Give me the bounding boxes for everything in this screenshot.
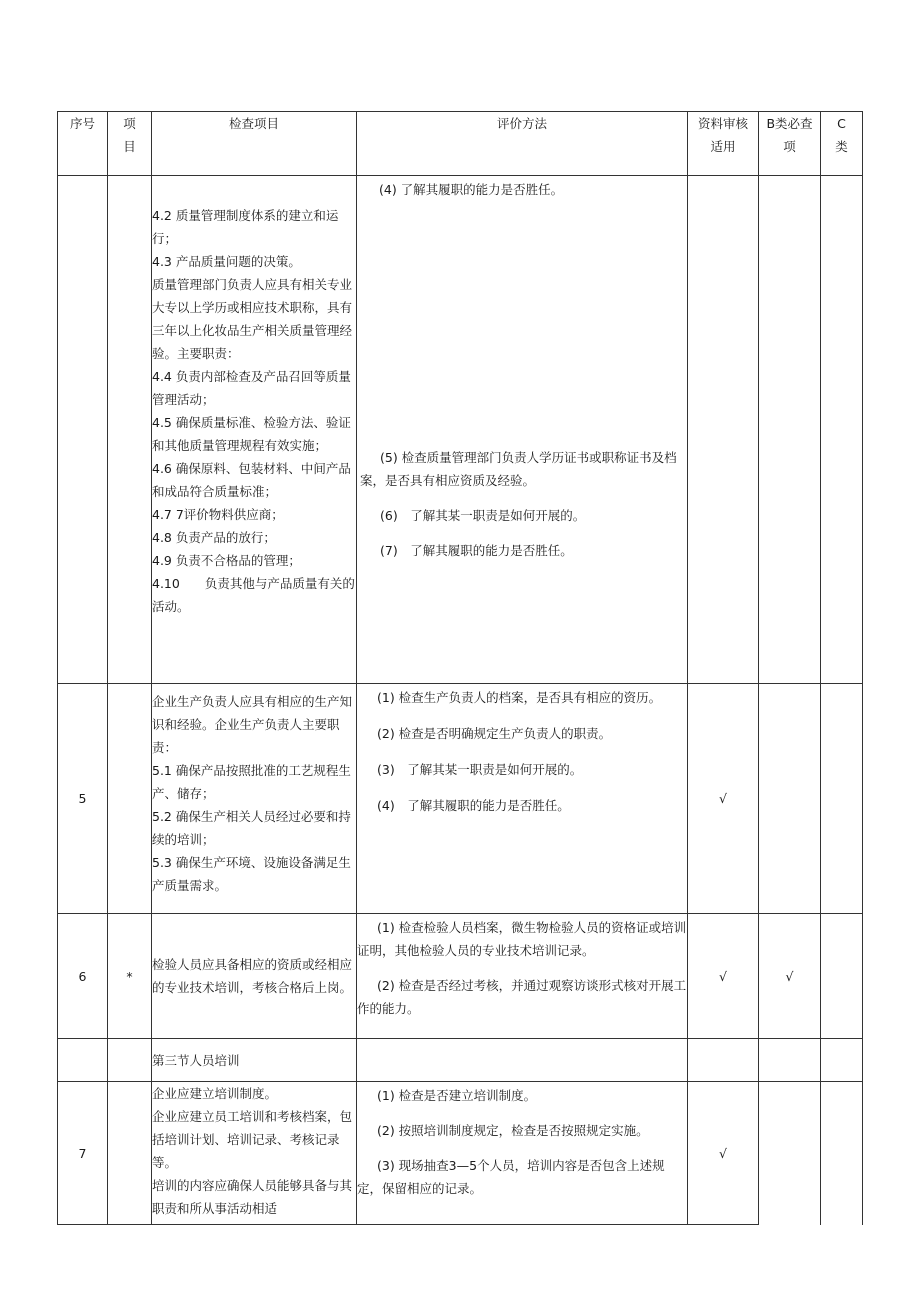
row-method bbox=[357, 176, 688, 684]
row-c-class bbox=[821, 914, 863, 1039]
check-line: 5.2 确保生产相关人员经过必要和持续的培训； bbox=[152, 809, 351, 847]
row-item bbox=[108, 176, 152, 684]
header-method: 评价方法 bbox=[357, 112, 688, 176]
row-b-required bbox=[759, 684, 821, 914]
header-check-item: 检查项目 bbox=[152, 112, 357, 176]
method-line: (2) 检查是否经过考核，并通过观察访谈形式核对开展工作的能力。 bbox=[357, 978, 687, 1016]
check-line: 4.6 确保原料、包装材料、中间产品和成品符合质量标准； bbox=[152, 461, 351, 499]
check-line: 4.2 质量管理制度体系的建立和运行； bbox=[152, 208, 339, 246]
method-line: (1) 检查是否建立培训制度。 bbox=[377, 1088, 537, 1103]
check-line: 4.3 产品质量问题的决策。 bbox=[152, 254, 301, 269]
method-line: (2) 检查是否明确规定生产负责人的职责。 bbox=[377, 726, 612, 741]
table-row bbox=[58, 176, 863, 684]
row-method bbox=[357, 1082, 688, 1225]
header-item: 项目 bbox=[108, 112, 152, 176]
inspection-table bbox=[57, 111, 863, 1225]
table-row bbox=[58, 684, 863, 914]
check-line: 4.9 负责不合格品的管理； bbox=[152, 553, 301, 568]
row-item: * bbox=[108, 914, 152, 1039]
check-line: 4.8 负责产品的放行； bbox=[152, 530, 276, 545]
row-check-item bbox=[152, 1082, 357, 1225]
row-seq bbox=[58, 1039, 108, 1082]
table-row bbox=[58, 914, 863, 1039]
method-line: (5) 检查质量管理部门负责人学历证书或职称证书及档案，是否具有相应资质及经验。 bbox=[360, 450, 677, 488]
method-line: (3) 了解其某一职责是如何开展的。 bbox=[377, 762, 583, 777]
row-item bbox=[108, 684, 152, 914]
check-line: 5.1 确保产品按照批准的工艺规程生产、储存； bbox=[152, 763, 351, 801]
check-line: 4.7 7评价物料供应商； bbox=[152, 507, 284, 522]
check-line: 企业应建立培训制度。 bbox=[152, 1086, 278, 1101]
row-b-required: √ bbox=[759, 914, 821, 1039]
method-line: (2) 按照培训制度规定，检查是否按照规定实施。 bbox=[377, 1123, 649, 1138]
check-line: 培训的内容应确保人员能够具备与其职责和所从事活动相适 bbox=[152, 1178, 353, 1216]
row-item bbox=[108, 1039, 152, 1082]
row-seq: 5 bbox=[58, 684, 108, 914]
row-c-class bbox=[821, 684, 863, 914]
row-check-item bbox=[152, 684, 357, 914]
header-b-required: B类必查项 bbox=[759, 112, 821, 176]
row-c-class bbox=[821, 176, 863, 684]
row-method bbox=[357, 684, 688, 914]
header-row bbox=[58, 112, 863, 176]
header-c-class: C类 bbox=[821, 112, 863, 176]
header-doc-review: 资料审核适用 bbox=[688, 112, 759, 176]
row-check-item bbox=[152, 1039, 357, 1082]
method-line: (1) 检查生产负责人的档案，是否具有相应的资历。 bbox=[377, 690, 662, 705]
table-row bbox=[58, 1039, 863, 1082]
check-line: 5.3 确保生产环境、设施设备满足生产质量需求。 bbox=[152, 855, 351, 893]
header-seq: 序号 bbox=[58, 112, 108, 176]
row-doc-review bbox=[688, 176, 759, 684]
check-line: 4.4 负责内部检查及产品召回等质量管理活动； bbox=[152, 369, 351, 407]
method-line: (3) 现场抽查3—5个人员，培训内容是否包含上述规定，保留相应的记录。 bbox=[357, 1158, 665, 1196]
check-line: 检验人员应具备相应的资质或经相应的专业技术培训，考核合格后上岗。 bbox=[152, 957, 353, 995]
section-title: 第三节人员培训 bbox=[152, 1052, 240, 1068]
row-doc-review: √ bbox=[688, 684, 759, 914]
row-doc-review: √ bbox=[688, 1082, 759, 1225]
check-line: 质量管理部门负责人应具有相关专业大专以上学历或相应技术职称，具有三年以上化妆品生产相关质量管理经验。主要职责： bbox=[152, 277, 353, 361]
method-line: (7) 了解其履职的能力是否胜任。 bbox=[380, 543, 573, 558]
row-doc-review bbox=[688, 1039, 759, 1082]
check-line: 4.5 确保质量标准、检验方法、验证和其他质量管理规程有效实施； bbox=[152, 415, 351, 453]
row-method bbox=[357, 1039, 688, 1082]
row-item bbox=[108, 1082, 152, 1225]
row-b-required bbox=[759, 1082, 821, 1225]
check-line: 企业生产负责人应具有相应的生产知识和经验。企业生产负责人主要职责： bbox=[152, 694, 353, 755]
row-seq: 7 bbox=[58, 1082, 108, 1225]
method-line: (4) 了解其履职的能力是否胜任。 bbox=[379, 182, 564, 197]
row-doc-review: √ bbox=[688, 914, 759, 1039]
row-check-item bbox=[152, 176, 357, 684]
row-c-class bbox=[821, 1082, 863, 1225]
row-b-required bbox=[759, 1039, 821, 1082]
row-b-required bbox=[759, 176, 821, 684]
method-line: (6) 了解其某一职责是如何开展的。 bbox=[380, 508, 586, 523]
method-line: (1) 检查检验人员档案，微生物检验人员的资格证或培训证明，其他检验人员的专业技术培训记录。 bbox=[357, 920, 687, 958]
row-check-item bbox=[152, 914, 357, 1039]
row-method bbox=[357, 914, 688, 1039]
check-line: 企业应建立员工培训和考核档案，包括培训计划、培训记录、考核记录等。 bbox=[152, 1109, 353, 1170]
row-c-class bbox=[821, 1039, 863, 1082]
row-seq bbox=[58, 176, 108, 684]
row-seq: 6 bbox=[58, 914, 108, 1039]
check-line: 4.10 负责其他与产品质量有关的活动。 bbox=[152, 576, 355, 614]
table-row bbox=[58, 1082, 863, 1225]
method-line: (4) 了解其履职的能力是否胜任。 bbox=[377, 798, 570, 813]
